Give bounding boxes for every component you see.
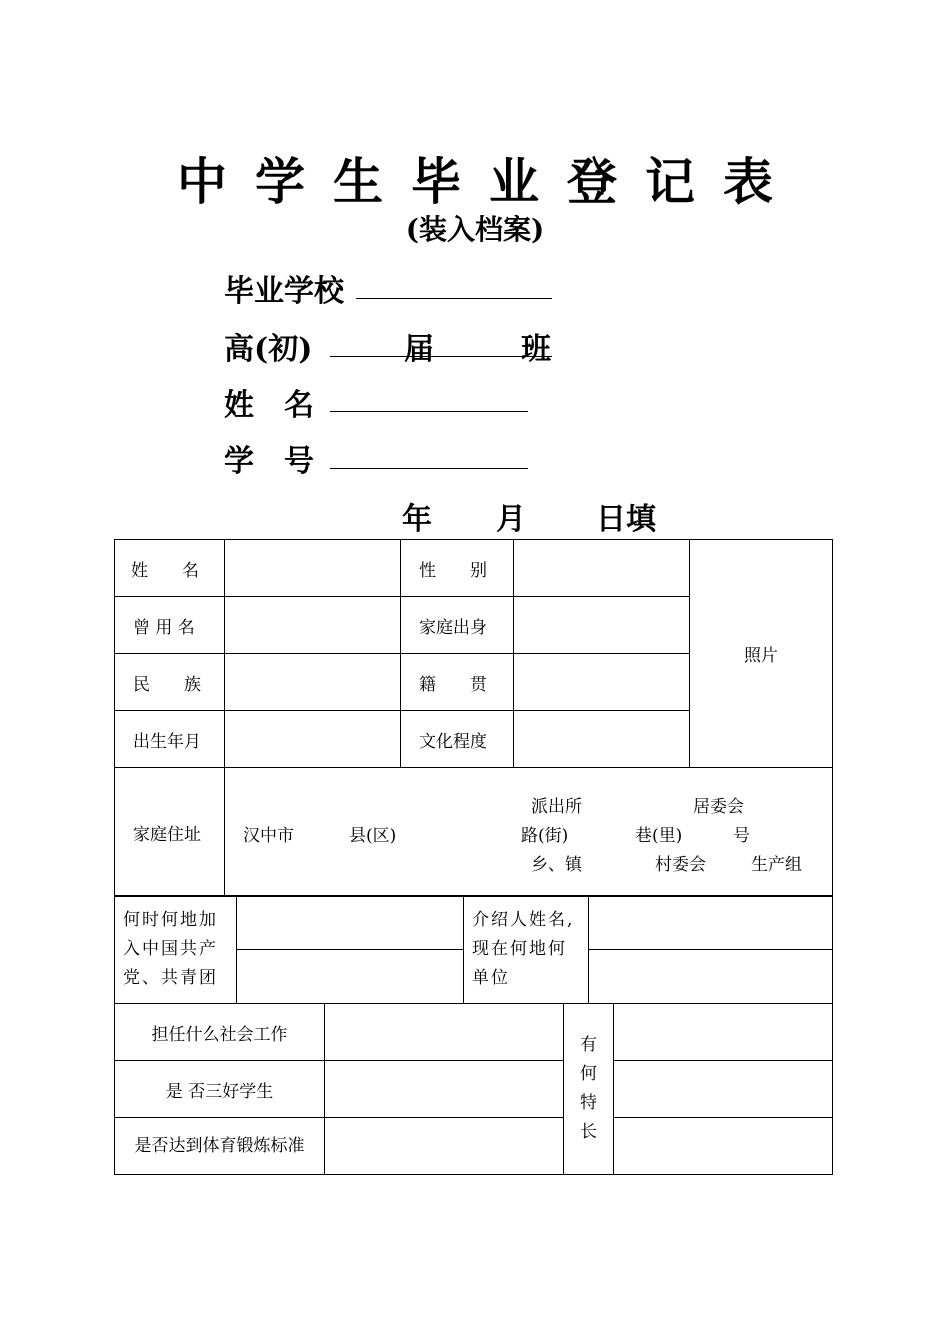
student-id-field[interactable]	[330, 468, 528, 469]
personal-info-table	[114, 539, 833, 897]
year-label: 年	[402, 502, 432, 537]
addr-county: 县(区)	[349, 826, 397, 846]
label-social-work: 担任什么社会工作	[115, 1004, 325, 1061]
addr-village: 村委会	[655, 855, 706, 875]
addr-no: 号	[733, 826, 750, 846]
school-field[interactable]	[356, 298, 552, 299]
specialty-cell-3[interactable]	[614, 1118, 833, 1175]
label-sports-standard: 是否达到体育锻炼标准	[115, 1118, 325, 1175]
addr-police: 派出所	[531, 797, 582, 817]
addr-residents: 居委会	[693, 797, 744, 817]
label-native-place: 籍 贯	[419, 674, 487, 695]
addr-lane: 巷(里)	[635, 826, 683, 846]
social-work-cell[interactable]	[325, 1004, 564, 1061]
label-birth: 出生年月	[133, 731, 201, 752]
name-label: 姓 名	[224, 388, 314, 423]
education-cell[interactable]	[514, 711, 690, 768]
photo-cell[interactable]	[690, 540, 833, 768]
photo-label: 照片	[744, 646, 778, 666]
label-three-good: 是 否三好学生	[115, 1061, 325, 1118]
label-gender: 性 别	[419, 560, 487, 581]
label-referrer: 介绍人姓名,现在何地何单位	[464, 896, 589, 1004]
native-place-cell[interactable]	[514, 654, 690, 711]
join-party-cell-1[interactable]	[237, 896, 464, 950]
family-origin-cell[interactable]	[514, 597, 690, 654]
label-family-origin: 家庭出身	[419, 617, 487, 638]
activities-table	[114, 1003, 833, 1175]
session-label: 届	[404, 332, 434, 367]
address-cell[interactable]	[225, 768, 833, 897]
referrer-cell-2[interactable]	[589, 950, 833, 1004]
label-address: 家庭住址	[133, 824, 201, 845]
three-good-cell[interactable]	[325, 1061, 564, 1118]
addr-group: 生产组	[751, 855, 802, 875]
addr-city: 汉中市	[243, 826, 294, 846]
former-name-cell[interactable]	[225, 597, 401, 654]
addr-road: 路(街)	[521, 826, 569, 846]
specialty-cell-2[interactable]	[614, 1061, 833, 1118]
class-field[interactable]	[330, 356, 552, 357]
label-specialty: 有何特长	[564, 1004, 614, 1175]
label-join-party: 何时何地加入中国共产党、共青团	[115, 896, 237, 1004]
class-label: 高(初)	[224, 332, 313, 367]
form-subtitle: (装入档案)	[405, 213, 545, 246]
birth-cell[interactable]	[225, 711, 401, 768]
referrer-cell-1[interactable]	[589, 896, 833, 950]
sports-standard-cell[interactable]	[325, 1118, 564, 1175]
label-education: 文化程度	[419, 731, 487, 752]
month-label: 月	[496, 502, 526, 537]
label-name: 姓 名	[131, 560, 199, 581]
label-ethnicity: 民 族	[133, 674, 201, 695]
party-table	[114, 895, 833, 1004]
form-title: 中学生毕业登记表	[177, 153, 801, 211]
specialty-cell-1[interactable]	[614, 1004, 833, 1061]
student-id-label: 学 号	[224, 444, 314, 479]
join-party-cell-2[interactable]	[237, 950, 464, 1004]
ethnicity-cell[interactable]	[225, 654, 401, 711]
gender-cell[interactable]	[514, 540, 690, 597]
name-field[interactable]	[330, 411, 528, 412]
addr-town: 乡、镇	[531, 855, 582, 875]
label-former-name: 曾 用 名	[133, 617, 195, 638]
name-cell[interactable]	[225, 540, 401, 597]
day-label: 日填	[596, 502, 656, 537]
class-suffix-label: 班	[521, 332, 551, 367]
school-label: 毕业学校	[224, 274, 344, 309]
